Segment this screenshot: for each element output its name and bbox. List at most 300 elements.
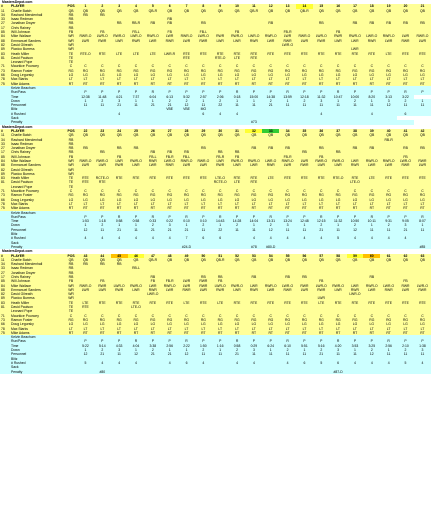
play-cell: P bbox=[229, 215, 246, 219]
jersey-number: 78 bbox=[0, 327, 10, 331]
play-cell: LT bbox=[380, 202, 397, 206]
play-cell: QB bbox=[380, 9, 397, 13]
jersey-number: 73 bbox=[0, 318, 10, 322]
play-cell: RWR bbox=[397, 163, 414, 167]
play-cell: QB bbox=[414, 133, 431, 137]
play-cell: 1 bbox=[195, 99, 212, 103]
play-cell: RWR bbox=[128, 39, 145, 43]
play-cell: RT bbox=[279, 331, 296, 335]
play-cell: LWR bbox=[212, 39, 229, 43]
jersey-number: 71 bbox=[0, 314, 10, 318]
jersey-number: 27 bbox=[0, 271, 10, 275]
play-number-header: 42 bbox=[414, 129, 431, 133]
position: LT bbox=[65, 77, 77, 81]
play-cell: LG bbox=[212, 322, 229, 326]
play-cell: 11 bbox=[128, 103, 145, 107]
play-cell: RT bbox=[128, 331, 145, 335]
play-cell: QB bbox=[178, 258, 195, 262]
play-cell: RT bbox=[414, 82, 431, 86]
play-cell: C bbox=[347, 64, 364, 68]
play-cell: RB bbox=[178, 150, 195, 154]
play-cell: RWR bbox=[313, 39, 330, 43]
play-cell: 1 bbox=[128, 223, 145, 227]
play-cell: RT bbox=[144, 206, 161, 210]
column-header: POS bbox=[65, 254, 77, 258]
play-cell: LG bbox=[128, 198, 145, 202]
play-cell: RG bbox=[195, 193, 212, 197]
position: RT bbox=[65, 82, 77, 86]
play-number-header: 36 bbox=[313, 129, 330, 133]
play-cell: QB bbox=[245, 133, 262, 137]
jersey-number: 66 bbox=[0, 198, 10, 202]
play-cell: 5 bbox=[313, 361, 330, 365]
play-cell: RTE bbox=[111, 176, 128, 180]
play-cell: 12 bbox=[262, 228, 279, 232]
play-number-header: 58 bbox=[330, 254, 347, 258]
play-cell: 12 bbox=[380, 103, 397, 107]
play-cell: RWR-O bbox=[330, 159, 347, 163]
play-cell: RB bbox=[94, 150, 111, 154]
play-cell: RWR-O bbox=[296, 34, 313, 38]
play-cell: 1 bbox=[363, 223, 380, 227]
play-cell: 0:10 bbox=[178, 219, 195, 223]
position: RB bbox=[65, 275, 77, 279]
player-name: Penalty bbox=[10, 120, 65, 124]
play-cell: FB bbox=[94, 279, 111, 283]
play-cell: C bbox=[178, 314, 195, 318]
player-name: Will Johnson bbox=[10, 155, 65, 159]
player-name: Rashard Mendenhall bbox=[10, 262, 65, 266]
play-cell: 2 bbox=[161, 99, 178, 103]
play-cell: RB bbox=[262, 146, 279, 150]
play-cell: LG bbox=[111, 198, 128, 202]
play-cell: LWR bbox=[144, 39, 161, 43]
play-number-header: 57 bbox=[313, 254, 330, 258]
play-cell: RWR bbox=[279, 288, 296, 292]
play-cell: LWR bbox=[296, 39, 313, 43]
position: RB bbox=[65, 142, 77, 146]
play-cell: RT bbox=[330, 82, 347, 86]
play-cell: RB-R bbox=[380, 138, 397, 142]
play-cell: 6:13 bbox=[161, 95, 178, 99]
play-cell: RG bbox=[296, 318, 313, 322]
play-cell: QB bbox=[94, 258, 111, 262]
play-cell: P bbox=[245, 339, 262, 343]
play-cell: LTE bbox=[363, 176, 380, 180]
play-cell: RG bbox=[77, 318, 94, 322]
play-cell: 11:48 bbox=[94, 95, 111, 99]
play-cell: LWR-O bbox=[161, 159, 178, 163]
play-cell: RG bbox=[111, 318, 128, 322]
play-cell: C bbox=[144, 64, 161, 68]
play-cell: RWR bbox=[178, 288, 195, 292]
play-cell: P bbox=[380, 90, 397, 94]
play-cell: 11 bbox=[279, 352, 296, 356]
position: WR bbox=[65, 292, 77, 296]
play-cell: 2:10 bbox=[397, 344, 414, 348]
play-cell: RT bbox=[296, 331, 313, 335]
play-cell: C bbox=[296, 314, 313, 318]
play-number-header: 39 bbox=[363, 129, 380, 133]
play-cell: P bbox=[279, 215, 296, 219]
play-cell: QB bbox=[330, 9, 347, 13]
play-number-header: 60 bbox=[363, 254, 380, 258]
play-cell: RTE bbox=[313, 176, 330, 180]
jersey-number: 81 bbox=[0, 56, 10, 60]
play-cell: 4 bbox=[161, 361, 178, 365]
play-cell: LT bbox=[330, 202, 347, 206]
play-number-header: 35 bbox=[296, 129, 313, 133]
jersey-number: 88 bbox=[0, 288, 10, 292]
play-cell: RTE bbox=[229, 301, 246, 305]
play-cell: RG bbox=[397, 318, 414, 322]
play-cell: RG bbox=[380, 69, 397, 73]
play-cell: RWR-O bbox=[279, 159, 296, 163]
play-cell: 12:38 bbox=[77, 95, 94, 99]
section-source-label: MastersDepot.com bbox=[0, 249, 431, 253]
play-cell: RG bbox=[313, 69, 330, 73]
play-number-header: 1 bbox=[77, 4, 94, 8]
player-name: Maurkice Pouncey bbox=[10, 189, 65, 193]
play-cell: RT bbox=[144, 82, 161, 86]
play-number-header: 21 bbox=[414, 4, 431, 8]
play-cell: 2 bbox=[347, 99, 364, 103]
play-cell: RWR-O bbox=[229, 284, 246, 288]
play-cell: RG bbox=[77, 69, 94, 73]
play-cell: 1 bbox=[77, 99, 94, 103]
play-cell: RB bbox=[161, 150, 178, 154]
player-name: Ramon Foster bbox=[10, 318, 65, 322]
player-name: Doug Legursky bbox=[10, 198, 65, 202]
column-header: # bbox=[0, 4, 10, 8]
play-cell: RTE bbox=[195, 176, 212, 180]
play-number-header: 38 bbox=[347, 129, 364, 133]
play-number-header: 44 bbox=[94, 254, 111, 258]
play-cell: 6 bbox=[397, 112, 414, 116]
play-cell: 4 bbox=[195, 361, 212, 365]
play-cell: 11 bbox=[212, 352, 229, 356]
position: RB bbox=[65, 146, 77, 150]
play-cell: LT bbox=[279, 77, 296, 81]
play-cell: 3 bbox=[161, 223, 178, 227]
play-cell: RT bbox=[330, 206, 347, 210]
play-cell: P bbox=[363, 339, 380, 343]
play-grid-table bbox=[0, 254, 431, 374]
play-cell: 2 bbox=[195, 223, 212, 227]
play-cell: LT bbox=[397, 77, 414, 81]
play-cell: 5 bbox=[77, 361, 94, 365]
play-cell: 21 bbox=[144, 352, 161, 356]
play-cell: RT bbox=[347, 206, 364, 210]
play-cell: C bbox=[414, 189, 431, 193]
play-cell: 21 bbox=[229, 352, 246, 356]
play-cell: #78 bbox=[245, 245, 262, 249]
jersey-number: 83 bbox=[0, 301, 10, 305]
play-cell: LTE bbox=[262, 176, 279, 180]
play-number-header: 22 bbox=[77, 129, 94, 133]
play-cell: LG bbox=[380, 73, 397, 77]
play-cell: RWR bbox=[245, 39, 262, 43]
play-cell: 4 bbox=[262, 236, 279, 240]
play-cell: RWR-O bbox=[144, 34, 161, 38]
play-grid-table bbox=[0, 4, 431, 124]
play-cell: RWR bbox=[111, 288, 128, 292]
play-cell: 3 bbox=[397, 223, 414, 227]
player-name: Time bbox=[10, 219, 65, 223]
play-cell: RT bbox=[279, 206, 296, 210]
play-cell: LT bbox=[229, 327, 246, 331]
play-cell: FB-R bbox=[161, 155, 178, 159]
play-cell: LT bbox=[279, 202, 296, 206]
player-name: Heath Miller bbox=[10, 176, 65, 180]
play-cell: QB-R bbox=[144, 258, 161, 262]
play-cell: RWR bbox=[195, 279, 212, 283]
play-cell: LT bbox=[380, 77, 397, 81]
play-cell: 2:56 bbox=[161, 344, 178, 348]
play-cell: LG bbox=[245, 73, 262, 77]
play-cell: 4 bbox=[363, 112, 380, 116]
play-cell: 2 bbox=[229, 348, 246, 352]
play-cell: 3 bbox=[245, 348, 262, 352]
play-cell: RB bbox=[347, 146, 364, 150]
player-name: David Gilreath bbox=[10, 292, 65, 296]
play-cell: 11 bbox=[296, 103, 313, 107]
jersey-number: 89 bbox=[0, 296, 10, 300]
play-number-header: 26 bbox=[144, 129, 161, 133]
jersey-number: 17 bbox=[0, 150, 10, 154]
play-cell: C bbox=[195, 314, 212, 318]
play-number-header: 45 bbox=[111, 254, 128, 258]
play-cell: 21 bbox=[161, 228, 178, 232]
position: TE bbox=[65, 176, 77, 180]
jersey-number: 73 bbox=[0, 193, 10, 197]
play-cell: C bbox=[380, 189, 397, 193]
jersey-number: 85 bbox=[0, 279, 10, 283]
play-cell: C bbox=[77, 314, 94, 318]
player-name: Chris Rainey bbox=[10, 26, 65, 30]
position: TE bbox=[65, 60, 77, 64]
play-cell: 2 bbox=[178, 99, 195, 103]
play-cell: RWR bbox=[296, 163, 313, 167]
play-cell: RWR bbox=[94, 284, 111, 288]
play-cell: LG bbox=[347, 198, 364, 202]
play-cell: C bbox=[414, 64, 431, 68]
play-cell: 2 bbox=[195, 348, 212, 352]
play-cell: LWR bbox=[363, 288, 380, 292]
play-cell: RT bbox=[128, 82, 145, 86]
play-cell: FB bbox=[229, 30, 246, 34]
play-cell: 11 bbox=[279, 228, 296, 232]
play-cell: P bbox=[178, 90, 195, 94]
play-cell: RWR-O bbox=[262, 34, 279, 38]
player-name: Max Starks bbox=[10, 77, 65, 81]
play-cell: 11 bbox=[414, 228, 431, 232]
play-cell: 1 bbox=[330, 99, 347, 103]
play-cell: RG bbox=[77, 193, 94, 197]
play-cell: 11:32 bbox=[313, 95, 330, 99]
play-cell: C bbox=[245, 64, 262, 68]
play-cell: RTE bbox=[363, 301, 380, 305]
play-cell: RTE bbox=[262, 52, 279, 56]
play-cell: LWR bbox=[94, 288, 111, 292]
play-cell: LWR bbox=[128, 288, 145, 292]
play-cell: LT bbox=[144, 327, 161, 331]
play-cell: 10:11 bbox=[363, 219, 380, 223]
play-cell: C bbox=[161, 64, 178, 68]
play-cell: 4 bbox=[313, 112, 330, 116]
play-cell: RTE bbox=[397, 176, 414, 180]
play-cell: LWR bbox=[279, 34, 296, 38]
play-cell: RG bbox=[414, 318, 431, 322]
jersey-number: 11 bbox=[0, 9, 10, 13]
play-cell: RG bbox=[128, 193, 145, 197]
play-cell: LWR bbox=[330, 288, 347, 292]
play-cell: QB bbox=[111, 258, 128, 262]
play-cell: LT bbox=[212, 327, 229, 331]
play-cell: LT bbox=[363, 202, 380, 206]
play-cell: LT bbox=[161, 202, 178, 206]
play-cell: RWR-O bbox=[77, 159, 94, 163]
play-cell bbox=[380, 370, 397, 374]
player-name: Isaac Redman bbox=[10, 142, 65, 146]
player-name: # Rushed bbox=[10, 236, 65, 240]
play-cell: LWR bbox=[397, 288, 414, 292]
play-cell: LG bbox=[195, 198, 212, 202]
play-cell: RB bbox=[111, 21, 128, 25]
play-number-header: 6 bbox=[161, 4, 178, 8]
play-cell: R bbox=[144, 215, 161, 219]
play-cell: 4 bbox=[279, 361, 296, 365]
play-cell: 1 bbox=[414, 223, 431, 227]
play-cell: LT bbox=[77, 202, 94, 206]
play-cell: LWR bbox=[94, 163, 111, 167]
play-cell: RG bbox=[229, 69, 246, 73]
player-name: Mike Wallace bbox=[10, 159, 65, 163]
play-cell: 1 bbox=[144, 99, 161, 103]
play-cell: RG bbox=[128, 69, 145, 73]
play-cell: RB bbox=[313, 21, 330, 25]
play-cell: 13:59 bbox=[279, 95, 296, 99]
play-cell: QB bbox=[245, 258, 262, 262]
play-cell: RG bbox=[397, 69, 414, 73]
play-cell: RB bbox=[296, 275, 313, 279]
play-cell: C bbox=[296, 64, 313, 68]
play-cell: 12:18 bbox=[296, 95, 313, 99]
play-cell: QB bbox=[347, 9, 364, 13]
player-name: Mike Wallace bbox=[10, 284, 65, 288]
play-cell: RB bbox=[161, 17, 178, 21]
player-name: Sack bbox=[10, 241, 65, 245]
play-cell: C bbox=[363, 189, 380, 193]
play-cell: QB bbox=[414, 258, 431, 262]
play-cell: RWR bbox=[212, 34, 229, 38]
play-cell: LG bbox=[178, 322, 195, 326]
play-cell: LG bbox=[94, 73, 111, 77]
play-cell: C bbox=[195, 64, 212, 68]
position: TE bbox=[65, 309, 77, 313]
play-cell: RTE bbox=[245, 180, 262, 184]
play-cell: RTE bbox=[262, 301, 279, 305]
play-cell: RG bbox=[161, 69, 178, 73]
play-cell: VBE bbox=[178, 107, 195, 111]
play-cell: RTE bbox=[245, 56, 262, 60]
play-cell: #73 bbox=[245, 120, 262, 124]
play-cell: LG bbox=[262, 73, 279, 77]
play-cell: 21 bbox=[397, 228, 414, 232]
play-cell: 21 bbox=[161, 103, 178, 107]
play-cell: C bbox=[212, 314, 229, 318]
play-cell: FB bbox=[330, 30, 347, 34]
play-cell: P bbox=[347, 90, 364, 94]
play-cell: RB bbox=[77, 13, 94, 17]
play-cell: LT bbox=[94, 77, 111, 81]
play-cell: 2 bbox=[212, 99, 229, 103]
play-cell: 6 bbox=[330, 361, 347, 365]
play-cell: FB-R bbox=[279, 30, 296, 34]
play-cell: RTE bbox=[94, 52, 111, 56]
play-cell: 11 bbox=[94, 228, 111, 232]
play-number-header: 54 bbox=[262, 254, 279, 258]
play-cell: 11 bbox=[414, 103, 431, 107]
play-cell: QB bbox=[111, 133, 128, 137]
play-cell: LWR bbox=[330, 39, 347, 43]
play-cell: 5:51 bbox=[296, 344, 313, 348]
play-number-header: 61 bbox=[380, 254, 397, 258]
play-cell: RWR-O bbox=[363, 159, 380, 163]
play-number-header: 27 bbox=[161, 129, 178, 133]
play-cell: LWR bbox=[262, 288, 279, 292]
play-cell: QB bbox=[94, 133, 111, 137]
play-cell: LG bbox=[144, 73, 161, 77]
play-cell: LTE bbox=[111, 52, 128, 56]
play-cell bbox=[229, 370, 246, 374]
play-cell: RG bbox=[296, 193, 313, 197]
position: RB bbox=[65, 17, 77, 21]
play-cell: 12 bbox=[128, 352, 145, 356]
play-cell: RWR bbox=[380, 288, 397, 292]
play-cell: R bbox=[397, 90, 414, 94]
play-cell: RTE bbox=[245, 52, 262, 56]
play-cell: LG bbox=[77, 73, 94, 77]
play-cell: 11 bbox=[111, 352, 128, 356]
play-cell: P bbox=[330, 215, 347, 219]
play-cell: RTE bbox=[178, 56, 195, 60]
play-cell: LWR bbox=[229, 163, 246, 167]
play-cell: P bbox=[161, 90, 178, 94]
play-cell: C bbox=[330, 314, 347, 318]
play-cell bbox=[178, 370, 195, 374]
play-cell: LWR-O bbox=[144, 292, 161, 296]
play-cell: RT bbox=[262, 206, 279, 210]
play-cell: RWR-O bbox=[380, 159, 397, 163]
section-source-label: MastersDepot.com bbox=[0, 125, 431, 129]
play-cell: 3:13 bbox=[380, 95, 397, 99]
play-number-header: 51 bbox=[212, 254, 229, 258]
play-number-header: 41 bbox=[397, 129, 414, 133]
position: QB bbox=[65, 258, 77, 262]
play-cell: LT bbox=[94, 327, 111, 331]
play-cell: 4:33 bbox=[111, 344, 128, 348]
play-cell: 1 bbox=[262, 348, 279, 352]
play-cell: 1 bbox=[245, 99, 262, 103]
play-cell: RT bbox=[195, 206, 212, 210]
play-cell: LT bbox=[128, 327, 145, 331]
play-cell: QB bbox=[178, 9, 195, 13]
play-cell: LWR bbox=[414, 39, 431, 43]
play-cell: RTE bbox=[279, 52, 296, 56]
play-cell: LT bbox=[178, 327, 195, 331]
play-cell: R bbox=[279, 339, 296, 343]
